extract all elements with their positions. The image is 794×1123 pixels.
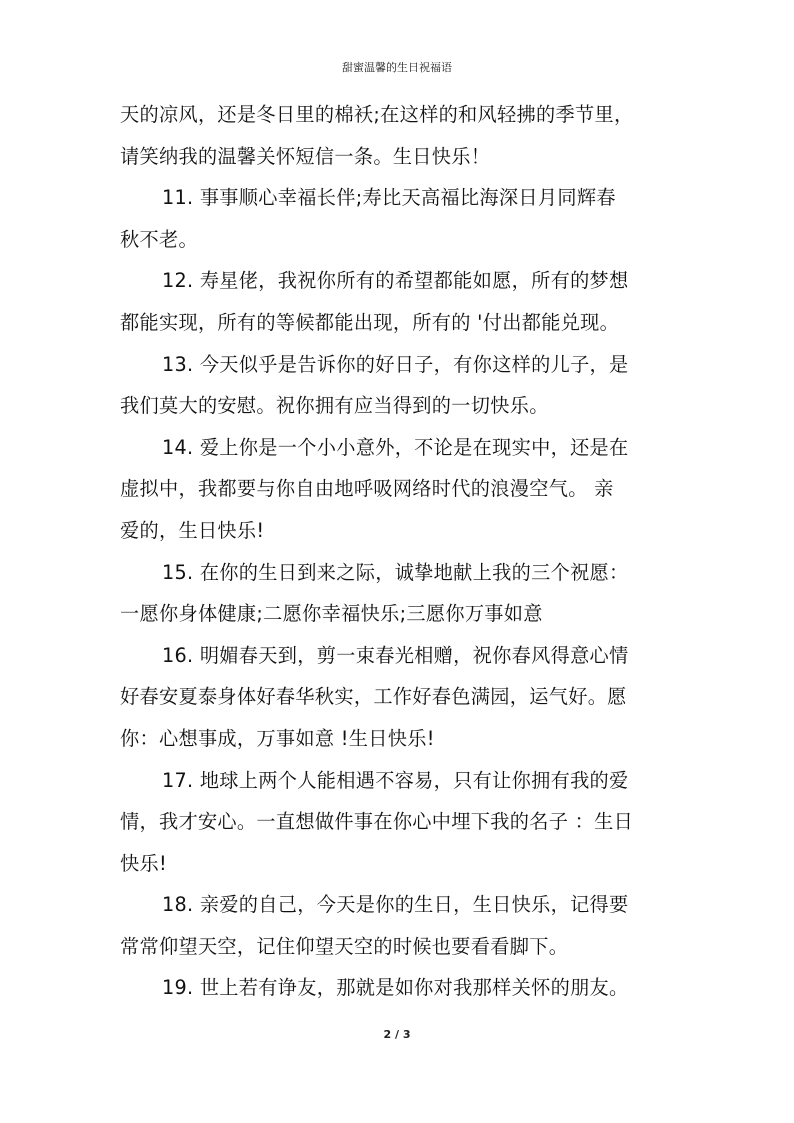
paragraph-13-first-line: 13. 今天似乎是告诉你的好日子，有你这样的儿子，是 (162, 352, 629, 376)
body-line: 秋不老。 (120, 227, 198, 251)
body-line: 我们莫大的安慰。祝你拥有应当得到的一切快乐。 (120, 394, 549, 418)
body-line: 请笑纳我的温馨关怀短信一条。生日快乐！ (120, 144, 491, 168)
paragraph-17-first-line: 17. 地球上两个人能相遇不容易，只有让你拥有我的爱 (162, 768, 629, 792)
body-line: 爱的，生日快乐! (120, 518, 265, 542)
paragraph-12-first-line: 12. 寿星佬，我祝你所有的希望都能如愿，所有的梦想 (162, 269, 629, 293)
body-line: 快乐! (120, 851, 167, 875)
body-line: 都能实现，所有的等候都能出现，所有的 '付出都能兑现。 (120, 310, 620, 334)
page-header-title: 甜蜜温馨的生日祝福语 (342, 61, 452, 74)
body-line: 好春安夏泰身体好春华秋实，工作好春色满园，运气好。愿 (120, 685, 627, 709)
body-line: 天的凉风，还是冬日里的棉袄;在这样的和风轻拂的季节里， (120, 103, 634, 126)
paragraph-15-first-line: 15. 在你的生日到来之际，诚挚地献上我的三个祝愿： (162, 560, 629, 584)
paragraph-18-first-line: 18. 亲爱的自己，今天是你的生日，生日快乐，记得要 (162, 893, 629, 917)
body-line: 你：心想事成，万事如意 !生日快乐! (120, 726, 435, 750)
paragraph-11-first-line: 11. 事事顺心幸福长伴;寿比天高福比海深日月同辉春 (162, 186, 616, 210)
body-line: 常常仰望天空，记住仰望天空的时候也要看看脚下。 (120, 934, 569, 958)
document-body (120, 94, 680, 1009)
paragraph-19-first-line: 19. 世上若有诤友，那就是如你对我那样关怀的朋友。 (162, 976, 629, 1000)
paragraph-16-first-line: 16. 明媚春天到，剪一束春光相赠，祝你春风得意心情 (162, 643, 629, 667)
body-line: 一愿你身体健康;二愿你幸福快乐;三愿你万事如意 (120, 602, 543, 626)
body-line: 虚拟中，我都要与你自由地呼吸网络时代的浪漫空气。 亲 (120, 477, 614, 501)
body-line: 情，我才安心。一直想做件事在你心中埋下我的名子 ：生日 (120, 810, 634, 834)
paragraph-14-first-line: 14. 爱上你是一个小小意外，不论是在现实中，还是在 (162, 435, 629, 459)
page-number: 2 / 3 (383, 1028, 411, 1041)
